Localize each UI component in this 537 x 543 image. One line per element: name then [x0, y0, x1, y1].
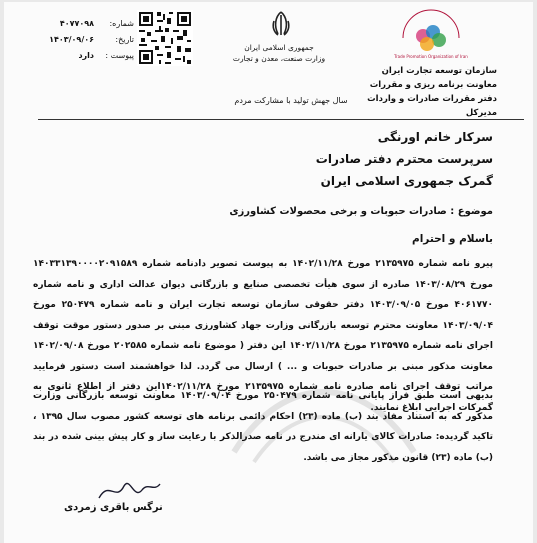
addressee-block	[316, 126, 493, 192]
letter-meta	[24, 16, 134, 64]
letter-page	[4, 2, 533, 543]
meta-value: ۱۴۰۳/۰۹/۰۶	[49, 35, 94, 44]
meta-value: دارد	[78, 51, 94, 60]
org-line: دفتر مقررات صادرات و واردات	[367, 94, 497, 104]
org-line: مدیرکل	[465, 108, 497, 118]
subject-line: موضوع : صادرات حبوبات و برخی محصولات کشاورزی	[229, 206, 493, 217]
addressee-line: سرپرست محترم دفتر صادرات	[315, 152, 493, 166]
gov-line: جمهوری اسلامی ایران	[244, 43, 314, 52]
meta-label: تاریخ:	[115, 35, 134, 44]
meta-date	[24, 32, 134, 48]
body-paragraph-1: پیرو نامه شماره ۲۱۳۵۹۷۵ مورخ ۱۴۰۲/۱۱/۲۸ به پیوست تصویر دادنامه شماره ۱۴۰۳۳۱۳۹۰۰۰۰۲۰۹۱۵۸۹ مورخ ۱۴۰۳/۰۸/۲۹ صادره از سوی هیأت تخصصی صنایع و بازرگانی دیوان عدالت اداری و نامه شماره ۴۰۶۱۷۷۰ مورخ ۱۴۰۳/۰۹/۰۵ دفتر حقوقی سازمان توسعه تجارت ایران و نامه شماره ۲۵۰۴۷۹ مورخ ۱۴۰۳/۰۹/۰۴ معاونت محترم توسعه بازرگانی وزارت جهاد کشاورزی مبنی بر صدور دستور موقت توقف اجرای نامه شماره ۲۱۳۵۹۷۵ مورخ ۱۴۰۲/۱۱/۲۸ این دفتر ( موضوع نامه شماره ۲۰۲۵۸۵ مورخ ۱۴۰۲/۰۹/۰۸ معاونت مذکور مبنی بر صادرات حبوبات و ... ) ارسال می گردد. لذا خواهشمند است دستور فرمایید مراتب توقف اجرای نامه صادره نامه شماره ۲۱۳۵۹۷۵ مورخ ۱۴۰۲/۱۱/۲۸این دفتر از اطلاع ثانوی به گمرکات اجرایی ابلاغ نمایند.	[33, 259, 494, 413]
organization-name-block	[347, 64, 497, 120]
addressee-line: گمرک جمهوری اسلامی ایران	[320, 174, 493, 188]
gov-line: وزارت صنعت، معدن و تجارت	[232, 54, 326, 63]
meta-value: ۴۰۷۷۰۹۸	[59, 19, 94, 28]
meta-label: شماره:	[109, 19, 134, 28]
meta-label: پیوست :	[105, 51, 134, 60]
header-divider	[38, 119, 524, 120]
meta-attachment	[24, 48, 134, 64]
iran-emblem-icon	[266, 9, 296, 39]
year-slogan: سال جهش تولید با مشارکت مردم	[234, 96, 348, 105]
addressee-line: سرکار خانم اورنگی	[377, 130, 493, 144]
body-paragraph-2: بدیهی است طبق فراز پایانی نامه شماره ۲۵۰۴۷۹ مورخ ۱۴۰۳/۰۹/۰۴ معاونت توسعه بازرگانی وزارت مذکور که به استناد مفاد بند (ب) ماده (۲۳) احکام دائمی برنامه های توسعه کشور مصوب سال ۱۳۹۵ ، تاکید گردیده: صادرات کالای یارانه ای مندرج در نامه صدرالذکر با رعایت ساز و کار پیش بینی شده در بند (ب) ماده (۲۳) قانون مذکور مجاز می باشد.	[33, 391, 493, 463]
qr-code	[137, 10, 193, 66]
organization-logo	[393, 8, 469, 60]
government-title	[229, 42, 329, 64]
handwritten-signature	[94, 472, 164, 506]
org-line: معاونت برنامه ریزی و مقررات	[369, 80, 497, 90]
meta-number	[24, 16, 134, 32]
greeting: باسلام و احترام	[412, 233, 493, 245]
org-line: سازمان توسعه تجارت ایران	[381, 66, 497, 76]
signatory-name: نرگس باقری زمردی	[64, 502, 163, 513]
svg-text:Trade Promotion Organization o: Trade Promotion Organization of Iran	[394, 54, 468, 59]
